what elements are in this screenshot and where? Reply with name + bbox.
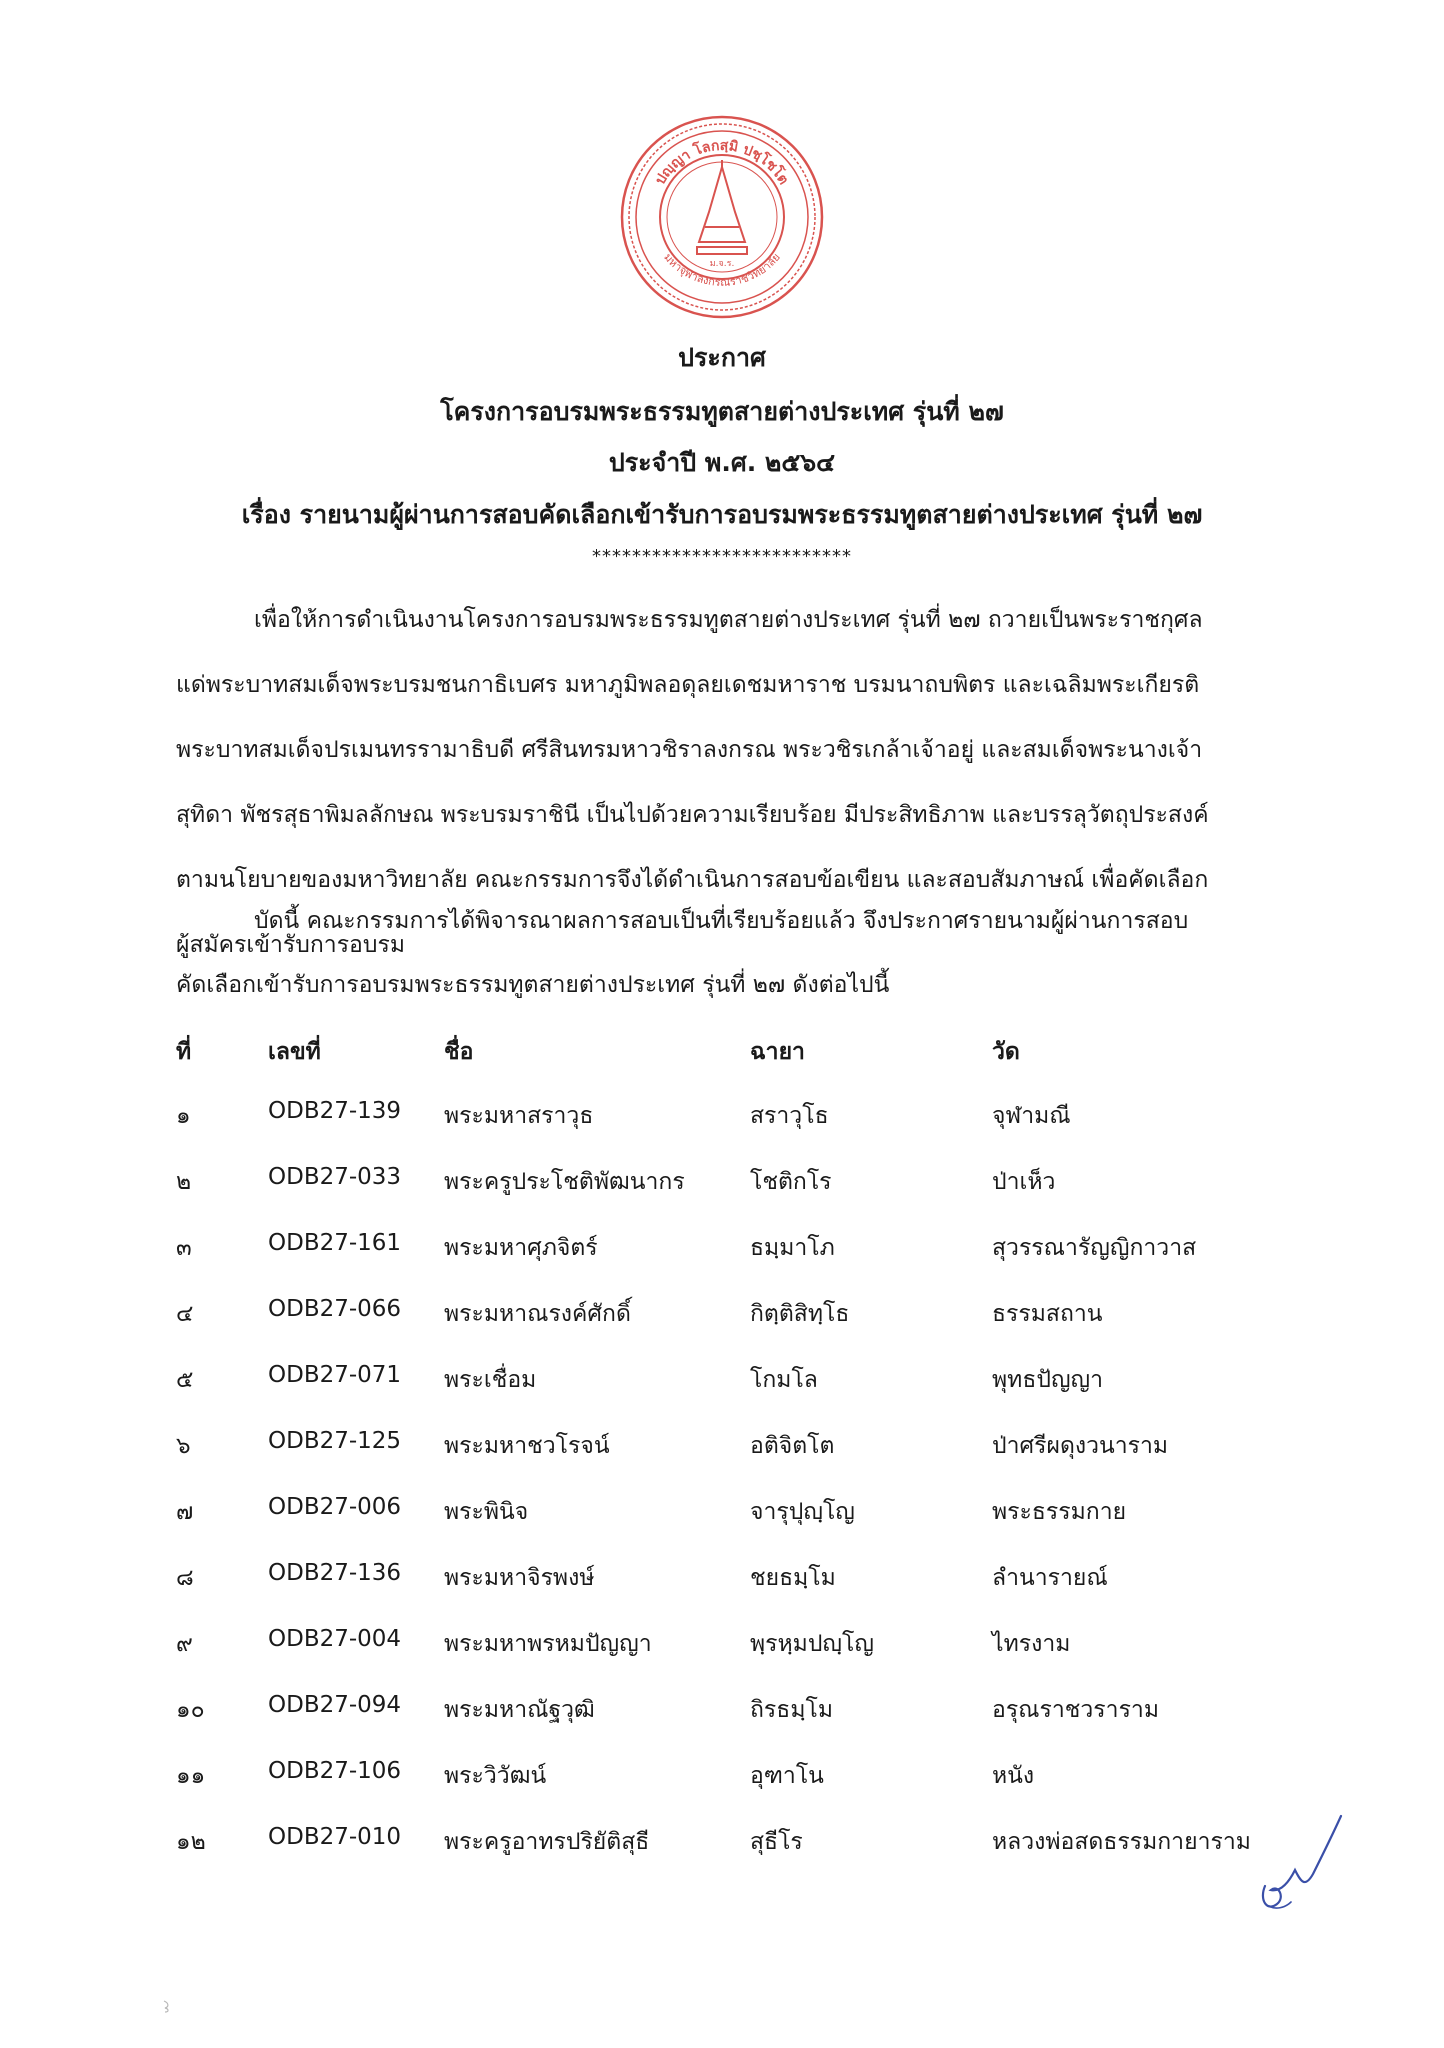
row-number: ๖ <box>176 1433 191 1459</box>
row-candidate-id: ODB27-136 <box>268 1560 402 1586</box>
row-alias: อติจิตโต <box>750 1433 835 1459</box>
row-number: ๕ <box>176 1367 194 1393</box>
row-temple: ไทรงาม <box>992 1631 1071 1657</box>
paragraph-line: พระบาทสมเด็จปรเมนทรรามาธิบดี ศรีสินทรมหาวชิราลงกรณ พระวชิรเกล้าเจ้าอยู่ และสมเด็จพระนางเจ้า <box>176 737 1203 763</box>
row-number: ๑ <box>176 1103 191 1129</box>
row-number: ๑๒ <box>176 1829 206 1855</box>
row-candidate-id: ODB27-004 <box>268 1626 402 1652</box>
row-candidate-id: ODB27-010 <box>268 1824 402 1850</box>
row-temple: สุวรรณารัญญิกาวาส <box>992 1235 1197 1261</box>
signature-mark <box>1255 1808 1347 1918</box>
row-temple: พุทธปัญญา <box>992 1367 1104 1393</box>
row-number: ๑๐ <box>176 1697 205 1723</box>
table-row <box>176 1692 1276 1758</box>
row-alias: สุธีโร <box>750 1829 803 1855</box>
paragraph-line: แด่พระบาทสมเด็จพระบรมชนกาธิเบศร มหาภูมิพลอดุลยเดชมหาราช บรมนาถบพิตร และเฉลิมพระเกียรติ <box>176 672 1200 698</box>
row-temple: อรุณราชวราราม <box>992 1697 1159 1723</box>
table-row <box>176 1296 1276 1362</box>
row-name: พระมหาณรงค์ศักดิ์ <box>444 1301 631 1327</box>
row-candidate-id: ODB27-125 <box>268 1428 402 1454</box>
table-row <box>176 1230 1276 1296</box>
row-temple: หลวงพ่อสดธรรมกายาราม <box>992 1829 1251 1855</box>
row-candidate-id: ODB27-139 <box>268 1098 402 1124</box>
header-name: ชื่อ <box>444 1039 474 1065</box>
seal-top-inscription: ปญฺญา โลกสฺมิ ปชฺโชโต <box>652 137 792 188</box>
table-row <box>176 1098 1276 1164</box>
row-alias: พฺรหฺมปญฺโญ <box>750 1631 874 1657</box>
row-alias: กิตฺติสิทฺโธ <box>750 1301 850 1327</box>
row-number: ๒ <box>176 1169 192 1195</box>
table-row <box>176 1164 1276 1230</box>
row-temple: ลำนารายณ์ <box>992 1565 1108 1591</box>
row-name: พระมหาชวโรจน์ <box>444 1433 610 1459</box>
project-title: โครงการอบรมพระธรรมทูตสายต่างประเทศ รุ่นที่ ๒๗ <box>440 397 1004 426</box>
row-candidate-id: ODB27-094 <box>268 1692 402 1718</box>
table-row <box>176 1758 1276 1824</box>
row-temple: หนัง <box>992 1763 1035 1789</box>
row-name: พระพินิจ <box>444 1499 529 1525</box>
header-id: เลขที่ <box>268 1039 321 1065</box>
table-row <box>176 1428 1276 1494</box>
header-alias: ฉายา <box>750 1039 805 1065</box>
table-body <box>176 1098 1276 1890</box>
row-alias: จารุปุญฺโญ <box>750 1499 855 1525</box>
table-row <box>176 1626 1276 1692</box>
row-name: พระครูประโชติพัฒนากร <box>444 1169 685 1195</box>
row-name: พระมหาพรหมปัญญา <box>444 1631 652 1657</box>
paragraph-line: สุทิดา พัชรสุธาพิมลลักษณ พระบรมราชินี เป็นไปด้วยความเรียบร้อย มีประสิทธิภาพ และบรรลุวัตถุประสงค์ <box>176 802 1209 828</box>
project-year: ประจำปี พ.ศ. ๒๕๖๔ <box>608 448 836 477</box>
row-alias: ชยธมฺโม <box>750 1565 836 1591</box>
row-candidate-id: ODB27-033 <box>268 1164 402 1190</box>
row-alias: สราวุโธ <box>750 1103 829 1129</box>
row-temple: ป่าศรีผดุงวนาราม <box>992 1433 1169 1459</box>
row-name: พระเชื่อม <box>444 1367 537 1393</box>
row-candidate-id: ODB27-006 <box>268 1494 402 1520</box>
table-header-row <box>176 1034 1276 1098</box>
announcement-title: ประกาศ <box>678 343 766 372</box>
separator-stars: ************************** <box>592 546 852 567</box>
row-alias: อุฑาโน <box>750 1763 824 1789</box>
table-row <box>176 1560 1276 1626</box>
row-temple: พระธรรมกาย <box>992 1499 1127 1525</box>
body-paragraph-2 <box>176 905 1274 1033</box>
row-name: พระมหาณัฐวุฒิ <box>444 1697 595 1723</box>
svg-text:มหาจุฬาลงกรณราชวิทยาลัย <box>661 251 783 289</box>
row-candidate-id: ODB27-161 <box>268 1230 402 1256</box>
paragraph-line: คัดเลือกเข้ารับการอบรมพระธรรมทูตสายต่างประเทศ รุ่นที่ ๒๗ ดังต่อไปนี้ <box>176 972 890 998</box>
seal-center-text: ม.จ.ร. <box>709 259 735 269</box>
university-seal-logo <box>617 112 827 322</box>
row-alias: ธมฺมาโภ <box>750 1235 835 1261</box>
row-alias: ถิรธมฺโม <box>750 1697 833 1723</box>
table-row <box>176 1362 1276 1428</box>
table-row <box>176 1494 1276 1560</box>
row-candidate-id: ODB27-106 <box>268 1758 402 1784</box>
row-number: ๙ <box>176 1631 193 1657</box>
paragraph-line: เพื่อให้การดำเนินงานโครงการอบรมพระธรรมทูตสายต่างประเทศ รุ่นที่ ๒๗ ถวายเป็นพระราชกุศล <box>254 607 1203 633</box>
row-name: พระครูอาทรปริยัติสุธี <box>444 1829 650 1855</box>
page-corner-mark <box>160 1998 174 2014</box>
row-name: พระมหาสราวุธ <box>444 1103 594 1129</box>
paragraph-line: ตามนโยบายของมหาวิทยาลัย คณะกรรมการจึงได้ดำเนินการสอบข้อเขียน และสอบสัมภาษณ์ เพื่อคัดเลือก <box>176 867 1209 893</box>
table-row <box>176 1824 1276 1890</box>
row-temple: ธรรมสถาน <box>992 1301 1103 1327</box>
paragraph-line: ผู้สมัครเข้ารับการอบรม <box>176 932 405 958</box>
row-candidate-id: ODB27-071 <box>268 1362 402 1388</box>
row-temple: ป่าเห็ว <box>992 1169 1056 1195</box>
header-no: ที่ <box>176 1039 192 1065</box>
row-temple: จุฬามณี <box>992 1103 1071 1129</box>
row-number: ๘ <box>176 1565 194 1591</box>
row-name: พระมหาศุภจิตร์ <box>444 1235 598 1261</box>
header-temple: วัด <box>992 1039 1020 1065</box>
subject-line: เรื่อง รายนามผู้ผ่านการสอบคัดเลือกเข้ารับการอบรมพระธรรมทูตสายต่างประเทศ รุ่นที่ ๒๗ <box>241 500 1203 529</box>
row-name: พระมหาจิรพงษ์ <box>444 1565 595 1591</box>
row-number: ๗ <box>176 1499 194 1525</box>
row-name: พระวิวัฒน์ <box>444 1763 547 1789</box>
row-number: ๓ <box>176 1235 192 1261</box>
row-number: ๑๑ <box>176 1763 206 1789</box>
row-alias: โชติกโร <box>750 1169 832 1195</box>
row-alias: โกมโล <box>750 1367 818 1393</box>
passed-candidates-table <box>176 1034 1276 1890</box>
row-number: ๔ <box>176 1301 194 1327</box>
seal-bottom-inscription: มหาจุฬาลงกรณราชวิทยาลัย <box>661 250 783 290</box>
paragraph-line: บัดนี้ คณะกรรมการได้พิจารณาผลการสอบเป็นที่เรียบร้อยแล้ว จึงประกาศรายนามผู้ผ่านการสอบ <box>254 908 1189 934</box>
row-candidate-id: ODB27-066 <box>268 1296 402 1322</box>
